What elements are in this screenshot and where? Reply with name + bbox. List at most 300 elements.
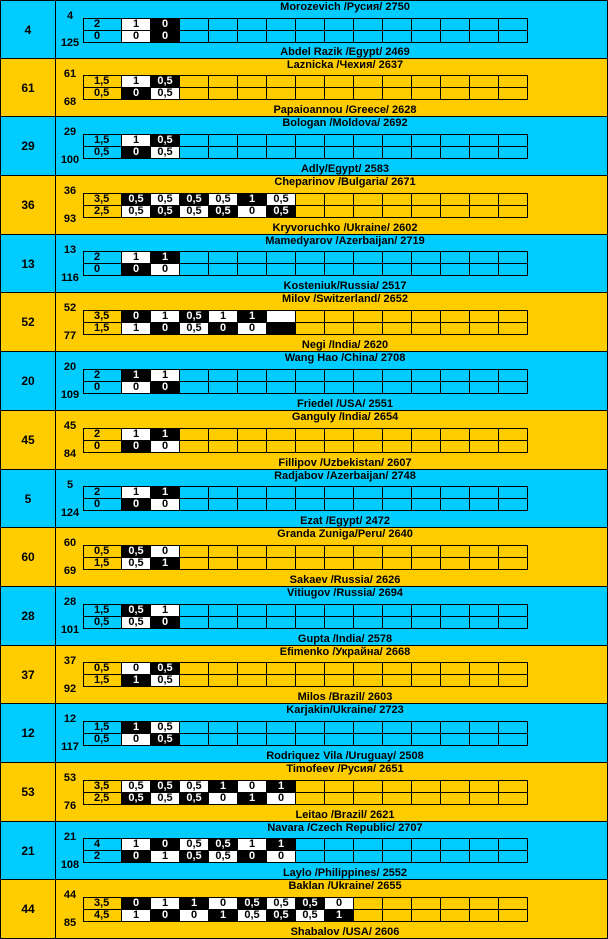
player2-seed: 108 bbox=[60, 858, 80, 871]
empty-game-cell bbox=[382, 381, 412, 394]
player2-score-row bbox=[83, 733, 527, 746]
empty-game-cell bbox=[295, 440, 325, 453]
game-result-cell: 0 bbox=[150, 909, 180, 922]
match-rank: 29 bbox=[1, 117, 56, 175]
empty-game-cell bbox=[469, 674, 499, 687]
game-result-cell: 0 bbox=[121, 87, 151, 100]
empty-game-cell bbox=[353, 850, 383, 863]
empty-game-cell bbox=[353, 146, 383, 159]
empty-game-cell bbox=[237, 440, 267, 453]
game-result-cell: 0 bbox=[237, 205, 267, 218]
game-result-cell: 0 bbox=[121, 263, 151, 276]
game-result-cell: 1 bbox=[150, 369, 180, 382]
empty-game-cell bbox=[382, 674, 412, 687]
empty-game-cell bbox=[382, 616, 412, 629]
game-result-cell: 0,5 bbox=[266, 909, 296, 922]
game-result-cell: 1 bbox=[237, 838, 267, 851]
player1-seed: 28 bbox=[63, 595, 77, 608]
player2-score-row bbox=[83, 557, 527, 570]
empty-game-cell bbox=[179, 733, 209, 746]
match-rank: 52 bbox=[1, 293, 56, 351]
game-result-cell: 1 bbox=[150, 251, 180, 264]
total-score: 3,5 bbox=[83, 897, 122, 910]
total-score: 1,5 bbox=[83, 604, 122, 617]
player1-name: Radjabov /Azerbaijan/ 2748 bbox=[274, 470, 416, 482]
match-rank: 44 bbox=[1, 880, 56, 938]
player2-name: Ezat /Egypt/ 2472 bbox=[300, 515, 390, 527]
match-block bbox=[0, 470, 608, 528]
match-rank: 12 bbox=[1, 704, 56, 762]
empty-game-cell bbox=[469, 263, 499, 276]
player2-seed: 69 bbox=[63, 565, 77, 577]
empty-game-cell bbox=[266, 616, 296, 629]
player1-seed: 29 bbox=[63, 125, 77, 138]
game-result-cell: 1 bbox=[121, 18, 151, 31]
empty-game-cell bbox=[353, 616, 383, 629]
player1-seed: 5 bbox=[66, 478, 74, 491]
game-result-cell: 1 bbox=[150, 897, 180, 910]
empty-game-cell bbox=[237, 498, 267, 511]
empty-game-cell bbox=[411, 381, 441, 394]
game-result-cell: 1 bbox=[266, 780, 296, 793]
total-score: 0,5 bbox=[83, 616, 122, 629]
game-result-cell: 0,5 bbox=[179, 193, 209, 206]
game-result-cell: 0 bbox=[121, 897, 151, 910]
player2-name: Sakaev /Russia/ 2626 bbox=[289, 574, 401, 586]
empty-game-cell bbox=[498, 733, 528, 746]
match-rank: 4 bbox=[1, 1, 56, 58]
game-result-cell: 0 bbox=[150, 381, 180, 394]
game-result-cell: 0,5 bbox=[208, 205, 238, 218]
empty-game-cell bbox=[179, 498, 209, 511]
game-result-cell: 1 bbox=[150, 604, 180, 617]
empty-game-cell bbox=[382, 87, 412, 100]
game-result-cell: 0 bbox=[150, 545, 180, 558]
player1-name: Efimenko /Украйна/ 2668 bbox=[279, 646, 411, 658]
game-result-cell: 0,5 bbox=[179, 838, 209, 851]
player2-name: Adly/Egypt/ 2583 bbox=[300, 163, 390, 175]
player2-name: Negi /India/ 2620 bbox=[301, 339, 389, 351]
empty-game-cell bbox=[440, 381, 470, 394]
empty-game-cell bbox=[295, 498, 325, 511]
empty-game-cell bbox=[498, 381, 528, 394]
game-result-cell: 0 bbox=[150, 322, 180, 335]
match-block bbox=[0, 117, 608, 176]
game-result-cell: 0,5 bbox=[208, 193, 238, 206]
empty-game-cell bbox=[498, 792, 528, 805]
total-score: 4 bbox=[83, 838, 122, 851]
match-block bbox=[0, 411, 608, 470]
empty-game-cell bbox=[469, 30, 499, 43]
player2-score-row bbox=[83, 87, 527, 100]
total-score: 1,5 bbox=[83, 75, 122, 88]
player2-score-row bbox=[83, 440, 527, 453]
empty-game-cell bbox=[295, 30, 325, 43]
empty-game-cell bbox=[208, 674, 238, 687]
game-result-cell: 0 bbox=[237, 850, 267, 863]
total-score: 3,5 bbox=[83, 310, 122, 323]
empty-game-cell bbox=[411, 87, 441, 100]
player1-name: Timofeev /Русия/ 2651 bbox=[286, 763, 404, 775]
total-score: 0 bbox=[83, 263, 122, 276]
game-result-cell: 0,5 bbox=[266, 205, 296, 218]
match-block bbox=[0, 763, 608, 822]
empty-game-cell bbox=[208, 557, 238, 570]
empty-game-cell bbox=[411, 616, 441, 629]
game-result-cell: 0,5 bbox=[266, 897, 296, 910]
game-result-cell: 1 bbox=[121, 251, 151, 264]
total-score: 2 bbox=[83, 251, 122, 264]
empty-game-cell bbox=[208, 733, 238, 746]
player2-name: Rodriquez Vila /Uruguay/ 2508 bbox=[266, 750, 424, 762]
total-score: 4,5 bbox=[83, 909, 122, 922]
player1-name: Cheparinov /Bulgaria/ 2671 bbox=[274, 176, 416, 188]
empty-game-cell bbox=[498, 674, 528, 687]
game-result-cell: 0,5 bbox=[121, 557, 151, 570]
total-score: 0,5 bbox=[83, 733, 122, 746]
empty-game-cell bbox=[498, 322, 528, 335]
match-rank: 13 bbox=[1, 235, 56, 292]
empty-game-cell bbox=[440, 87, 470, 100]
empty-game-cell bbox=[382, 146, 412, 159]
total-score: 0,5 bbox=[83, 146, 122, 159]
total-score: 3,5 bbox=[83, 780, 122, 793]
total-score: 2 bbox=[83, 486, 122, 499]
game-result-cell: 0,5 bbox=[150, 792, 180, 805]
game-result-cell: 0 bbox=[121, 381, 151, 394]
player1-seed: 4 bbox=[66, 9, 74, 22]
player2-name: Milos /Brazil/ 2603 bbox=[297, 691, 393, 703]
player1-seed: 52 bbox=[63, 301, 77, 314]
empty-game-cell bbox=[237, 674, 267, 687]
total-score: 2,5 bbox=[83, 792, 122, 805]
empty-game-cell bbox=[440, 440, 470, 453]
game-result-cell: 0,5 bbox=[150, 193, 180, 206]
empty-game-cell bbox=[382, 733, 412, 746]
game-result-cell: 0,5 bbox=[121, 792, 151, 805]
empty-game-cell bbox=[498, 146, 528, 159]
empty-game-cell bbox=[440, 557, 470, 570]
empty-game-cell bbox=[411, 322, 441, 335]
empty-game-cell bbox=[411, 440, 441, 453]
empty-game-cell bbox=[498, 263, 528, 276]
player2-seed: 92 bbox=[63, 682, 77, 695]
match-block bbox=[0, 293, 608, 352]
empty-game-cell bbox=[324, 792, 354, 805]
game-result-cell: 1 bbox=[237, 310, 267, 323]
game-result-cell: 0,5 bbox=[150, 146, 180, 159]
game-result-cell: 0 bbox=[266, 792, 296, 805]
empty-game-cell bbox=[469, 557, 499, 570]
match-rank: 5 bbox=[1, 470, 56, 527]
empty-game-cell bbox=[208, 440, 238, 453]
game-result-cell: 0,5 bbox=[121, 604, 151, 617]
game-result-cell: 0,5 bbox=[179, 205, 209, 218]
player1-name: Bologan /Moldova/ 2692 bbox=[282, 117, 408, 129]
game-result-cell: 0,5 bbox=[150, 134, 180, 147]
player1-seed: 21 bbox=[63, 830, 77, 843]
game-result-cell: 0 bbox=[150, 263, 180, 276]
game-result-cell: 1 bbox=[150, 486, 180, 499]
empty-game-cell bbox=[179, 263, 209, 276]
match-rank: 45 bbox=[1, 411, 56, 469]
empty-game-cell bbox=[498, 87, 528, 100]
game-result-cell: 0,5 bbox=[295, 897, 325, 910]
empty-game-cell bbox=[469, 440, 499, 453]
empty-game-cell bbox=[440, 616, 470, 629]
empty-game-cell bbox=[237, 733, 267, 746]
game-result-cell: 1 bbox=[208, 909, 238, 922]
total-score: 0 bbox=[83, 30, 122, 43]
game-result-cell: 0 bbox=[150, 18, 180, 31]
total-score: 2 bbox=[83, 428, 122, 441]
empty-game-cell bbox=[295, 850, 325, 863]
game-result-cell: 1 bbox=[121, 134, 151, 147]
empty-game-cell bbox=[440, 30, 470, 43]
player1-seed: 53 bbox=[63, 771, 77, 784]
player2-name: Shabalov /USA/ 2606 bbox=[290, 926, 400, 938]
player1-name: Morozevich /Русия/ 2750 bbox=[280, 1, 410, 13]
match-block bbox=[0, 0, 608, 59]
empty-game-cell bbox=[295, 87, 325, 100]
player1-seed: 44 bbox=[63, 888, 77, 901]
empty-game-cell bbox=[237, 557, 267, 570]
empty-game-cell bbox=[440, 850, 470, 863]
empty-game-cell bbox=[469, 616, 499, 629]
game-result-cell: 0,5 bbox=[121, 205, 151, 218]
player2-name: Friedel /USA/ 2551 bbox=[297, 398, 393, 410]
empty-game-cell bbox=[324, 557, 354, 570]
empty-game-cell bbox=[295, 616, 325, 629]
empty-game-cell bbox=[266, 381, 296, 394]
game-result-cell: 1 bbox=[121, 838, 151, 851]
empty-game-cell bbox=[469, 322, 499, 335]
game-result-cell: 0 bbox=[121, 850, 151, 863]
empty-game-cell bbox=[179, 674, 209, 687]
empty-game-cell bbox=[353, 322, 383, 335]
game-result-cell bbox=[266, 322, 296, 335]
player2-seed: 109 bbox=[60, 389, 80, 401]
player1-name: Karjakin/Ukraine/ 2723 bbox=[286, 704, 404, 716]
empty-game-cell bbox=[382, 850, 412, 863]
empty-game-cell bbox=[324, 440, 354, 453]
empty-game-cell bbox=[469, 850, 499, 863]
empty-game-cell bbox=[469, 792, 499, 805]
player1-name: Laznicka /Чехия/ 2637 bbox=[286, 59, 404, 71]
empty-game-cell bbox=[295, 263, 325, 276]
empty-game-cell bbox=[382, 322, 412, 335]
game-result-cell: 0,5 bbox=[179, 310, 209, 323]
game-result-cell: 0,5 bbox=[150, 87, 180, 100]
total-score: 3,5 bbox=[83, 193, 122, 206]
empty-game-cell bbox=[440, 205, 470, 218]
player2-seed: 125 bbox=[60, 37, 80, 49]
player2-score-row bbox=[83, 674, 527, 687]
empty-game-cell bbox=[411, 30, 441, 43]
total-score: 2,5 bbox=[83, 205, 122, 218]
empty-game-cell bbox=[266, 557, 296, 570]
player1-name: Baklan /Ukraine/ 2655 bbox=[288, 880, 402, 892]
player1-name: Milov /Switzerland/ 2652 bbox=[282, 293, 408, 305]
empty-game-cell bbox=[266, 30, 296, 43]
empty-game-cell bbox=[353, 557, 383, 570]
game-result-cell: 1 bbox=[121, 75, 151, 88]
empty-game-cell bbox=[498, 498, 528, 511]
player2-name: Kosteniuk/Russia/ 2517 bbox=[283, 280, 407, 292]
game-result-cell: 0 bbox=[121, 498, 151, 511]
player2-score-row bbox=[83, 381, 527, 394]
empty-game-cell bbox=[353, 498, 383, 511]
empty-game-cell bbox=[440, 909, 470, 922]
game-result-cell: 0,5 bbox=[237, 909, 267, 922]
player2-seed: 101 bbox=[60, 624, 80, 636]
player2-score-row bbox=[83, 850, 527, 863]
player2-score-row bbox=[83, 263, 527, 276]
total-score: 2 bbox=[83, 369, 122, 382]
game-result-cell: 1 bbox=[208, 310, 238, 323]
game-result-cell: 1 bbox=[121, 909, 151, 922]
total-score: 0,5 bbox=[83, 87, 122, 100]
match-rank: 36 bbox=[1, 176, 56, 234]
game-result-cell: 0 bbox=[121, 30, 151, 43]
empty-game-cell bbox=[208, 263, 238, 276]
game-result-cell: 0,5 bbox=[179, 850, 209, 863]
total-score: 0,5 bbox=[83, 545, 122, 558]
empty-game-cell bbox=[179, 557, 209, 570]
empty-game-cell bbox=[237, 146, 267, 159]
empty-game-cell bbox=[353, 909, 383, 922]
game-result-cell: 0 bbox=[150, 30, 180, 43]
player2-name: Abdel Razik /Egypt/ 2469 bbox=[280, 46, 410, 58]
empty-game-cell bbox=[353, 87, 383, 100]
game-result-cell: 0,5 bbox=[150, 674, 180, 687]
player1-seed: 45 bbox=[63, 419, 77, 432]
match-rank: 60 bbox=[1, 528, 56, 586]
empty-game-cell bbox=[208, 30, 238, 43]
match-rank: 28 bbox=[1, 587, 56, 645]
player1-seed: 37 bbox=[63, 654, 77, 667]
player2-name: Fillipov /Uzbekistan/ 2607 bbox=[278, 457, 412, 469]
player2-score-row bbox=[83, 616, 527, 629]
player1-seed: 12 bbox=[63, 712, 77, 725]
empty-game-cell bbox=[353, 733, 383, 746]
player2-score-row bbox=[83, 792, 527, 805]
match-block bbox=[0, 235, 608, 293]
player2-score-row bbox=[83, 498, 527, 511]
match-block bbox=[0, 646, 608, 704]
game-result-cell: 1 bbox=[121, 322, 151, 335]
player1-name: Mamedyarov /Azerbaijan/ 2719 bbox=[265, 235, 425, 247]
empty-game-cell bbox=[411, 909, 441, 922]
player2-seed: 85 bbox=[63, 917, 77, 929]
empty-game-cell bbox=[411, 850, 441, 863]
player2-seed: 76 bbox=[63, 800, 77, 812]
game-result-cell: 0,5 bbox=[179, 780, 209, 793]
empty-game-cell bbox=[266, 263, 296, 276]
empty-game-cell bbox=[440, 263, 470, 276]
empty-game-cell bbox=[411, 674, 441, 687]
game-result-cell: 0 bbox=[121, 440, 151, 453]
empty-game-cell bbox=[324, 381, 354, 394]
game-result-cell: 1 bbox=[121, 486, 151, 499]
empty-game-cell bbox=[208, 381, 238, 394]
match-block bbox=[0, 352, 608, 411]
empty-game-cell bbox=[266, 440, 296, 453]
player2-seed: 77 bbox=[63, 330, 77, 342]
game-result-cell: 1 bbox=[150, 557, 180, 570]
empty-game-cell bbox=[440, 322, 470, 335]
empty-game-cell bbox=[179, 87, 209, 100]
match-block bbox=[0, 59, 608, 117]
game-result-cell: 0 bbox=[150, 498, 180, 511]
empty-game-cell bbox=[353, 205, 383, 218]
empty-game-cell bbox=[411, 205, 441, 218]
game-result-cell: 0 bbox=[237, 780, 267, 793]
empty-game-cell bbox=[469, 733, 499, 746]
player1-name: Ganguly /India/ 2654 bbox=[291, 411, 399, 423]
game-result-cell: 0,5 bbox=[150, 721, 180, 734]
empty-game-cell bbox=[382, 205, 412, 218]
match-block bbox=[0, 880, 608, 939]
empty-game-cell bbox=[295, 381, 325, 394]
empty-game-cell bbox=[411, 557, 441, 570]
game-result-cell: 0 bbox=[121, 310, 151, 323]
empty-game-cell bbox=[324, 733, 354, 746]
empty-game-cell bbox=[498, 616, 528, 629]
game-result-cell: 0 bbox=[121, 146, 151, 159]
game-result-cell: 1 bbox=[121, 369, 151, 382]
player2-score-row bbox=[83, 909, 527, 922]
game-result-cell: 1 bbox=[237, 193, 267, 206]
game-result-cell: 0,5 bbox=[121, 780, 151, 793]
empty-game-cell bbox=[179, 146, 209, 159]
empty-game-cell bbox=[469, 909, 499, 922]
empty-game-cell bbox=[237, 381, 267, 394]
match-rank: 37 bbox=[1, 646, 56, 703]
game-result-cell: 1 bbox=[237, 792, 267, 805]
empty-game-cell bbox=[382, 30, 412, 43]
game-result-cell: 0,5 bbox=[150, 205, 180, 218]
game-result-cell: 1 bbox=[150, 310, 180, 323]
empty-game-cell bbox=[324, 498, 354, 511]
total-score: 1,5 bbox=[83, 557, 122, 570]
total-score: 2 bbox=[83, 18, 122, 31]
match-block bbox=[0, 528, 608, 587]
empty-game-cell bbox=[498, 30, 528, 43]
game-result-cell: 0 bbox=[237, 322, 267, 335]
empty-game-cell bbox=[295, 674, 325, 687]
game-result-cell: 0 bbox=[150, 440, 180, 453]
player2-seed: 93 bbox=[63, 213, 77, 225]
empty-game-cell bbox=[324, 263, 354, 276]
empty-game-cell bbox=[324, 850, 354, 863]
player1-seed: 20 bbox=[63, 360, 77, 373]
match-block bbox=[0, 587, 608, 646]
empty-game-cell bbox=[469, 87, 499, 100]
game-result-cell: 0,5 bbox=[150, 733, 180, 746]
game-result-cell: 0,5 bbox=[150, 75, 180, 88]
empty-game-cell bbox=[382, 557, 412, 570]
empty-game-cell bbox=[382, 792, 412, 805]
empty-game-cell bbox=[324, 616, 354, 629]
empty-game-cell bbox=[411, 498, 441, 511]
empty-game-cell bbox=[295, 557, 325, 570]
empty-game-cell bbox=[208, 87, 238, 100]
player1-name: Granda Zuniga/Peru/ 2640 bbox=[277, 528, 413, 540]
game-result-cell: 0,5 bbox=[295, 909, 325, 922]
empty-game-cell bbox=[324, 87, 354, 100]
empty-game-cell bbox=[237, 263, 267, 276]
